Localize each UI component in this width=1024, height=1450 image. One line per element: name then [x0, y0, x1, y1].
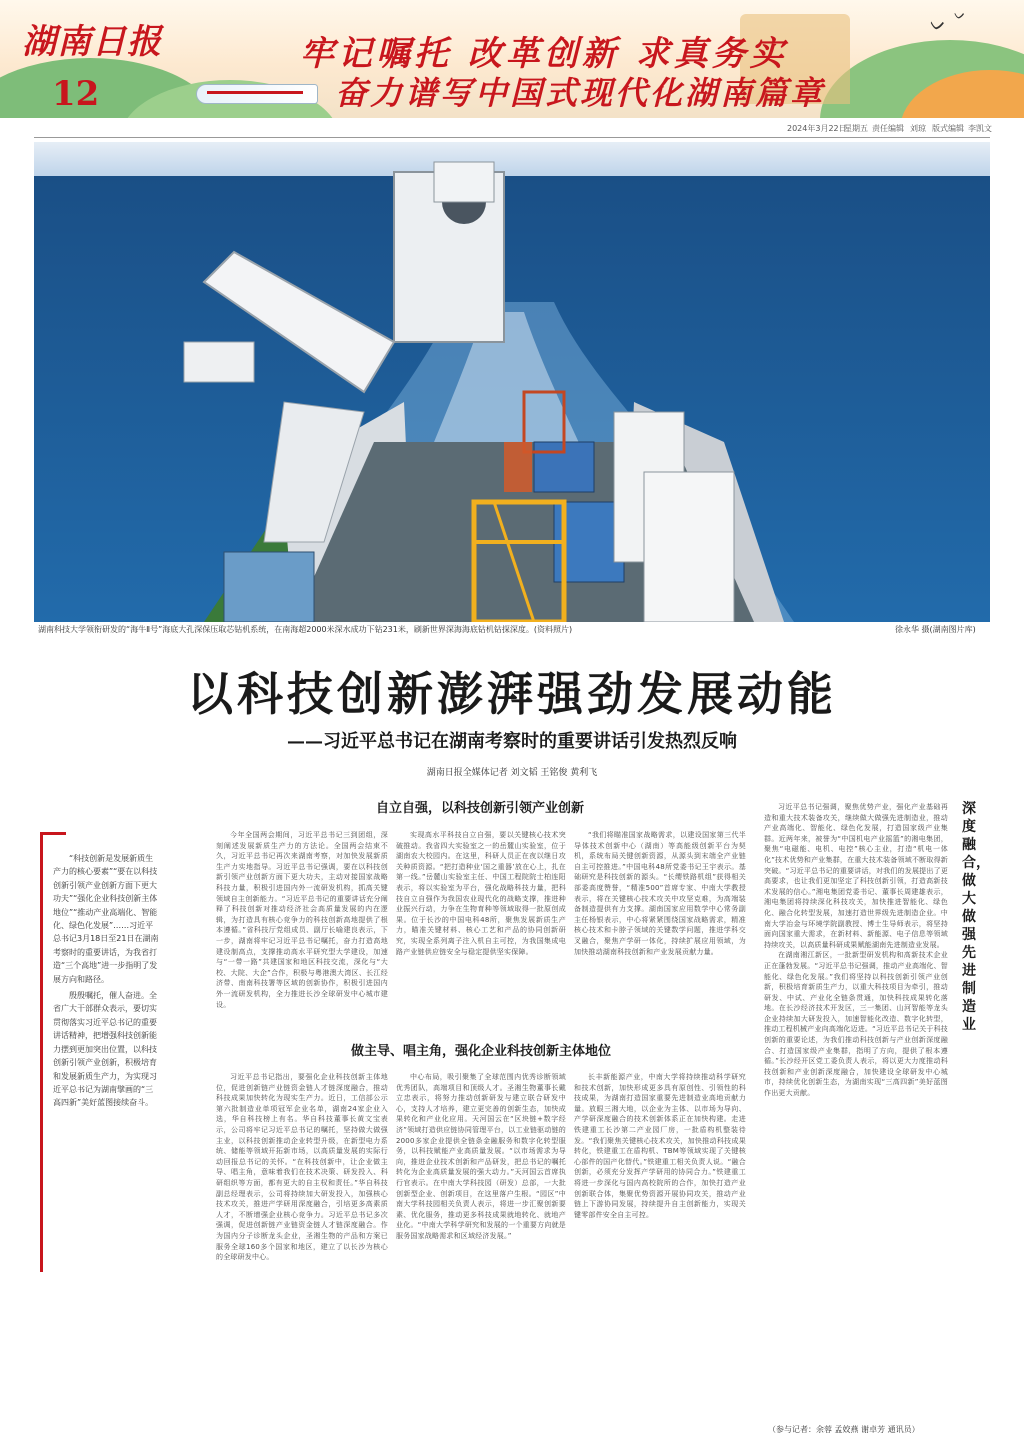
lead-paragraph-box — [40, 832, 161, 1272]
section-heading-1: 自立自强，以科技创新引领产业创新 — [375, 801, 584, 816]
body-paragraph: 实现高水平科技自立自强，要以关键核心技术突破推动。我省四大实验室之一的岳麓山实验室，位于湖南农大校园内。在这里，科研人员正在夜以继日攻关种质资源。“把打造种业‘国之重器’放在心上，扎在第一线。”岳麓山实验室主任、中国工程院院士柏连阳表示，将以实验室为平台，强化战略科技力量，把科技自立自强作为我国农业现代化的战略支撑，推进种业振兴行动，力争在生物育种等领域取得一批原创成果。位于长沙的中国电科48所，聚焦发展新质生产力，瞄准关键材料、核心工艺和产品的协同创新研究，实现全系列离子注入机自主可控，为我国集成电路产业链供应链安全与稳定提供坚实保障。 — [396, 831, 566, 956]
editor-label: 责任编辑 — [872, 124, 904, 133]
photo-credit: 徐永华 摄(湖南图片库) — [895, 625, 976, 634]
newspaper-logo: 湖南日报 — [22, 22, 162, 62]
text-column — [574, 830, 746, 1030]
train-icon — [196, 84, 318, 104]
article-byline: 湖南日报全媒体记者 刘文韬 王铭俊 黄利飞 — [426, 768, 598, 778]
page-number: 12 — [52, 74, 100, 114]
editor-name: 刘琼 — [910, 124, 926, 133]
issue-date: 2024年3月22日 — [787, 124, 847, 133]
bird-icon: ᨆ — [954, 8, 966, 23]
text-column — [764, 802, 948, 1416]
article-headline: 以科技创新澎湃强劲发展动能 — [187, 667, 837, 721]
bird-icon: ᨆ — [930, 14, 947, 35]
text-column — [396, 830, 566, 1030]
body-paragraph: “我们将瞄准国家战略需求，以建设国家第三代半导体技术创新中心（湖南）等高能级创新平台为契机，系统布局关键创新资源，从源头到末端全产业链自主可控推进。”中国电科48所党委书记王宇表示。基础研究是科技创新的源头。“长缨铁路机组”获得相关部委高度赞誉，“精准500”首席专家、中南大学教授表示，将在关键核心技术攻关中攻坚克难，为高端装备制造提供有力支撑。湖南国家应用数学中心常务副主任杨银表示，中心将紧紧围绕国家战略需求，精准核心技术和卡脖子领域的关键数学问题，推进学科交叉融合，聚焦产学研一体化，持续扩展应用领域，为加快推动湖南科技创新和产业发展贡献力量。 — [574, 831, 746, 956]
layout-editor-name: 李凯文 — [968, 124, 992, 133]
accent-bar — [40, 832, 66, 835]
ship-deck-illustration — [34, 142, 990, 622]
body-paragraph: 习近平总书记强调，聚焦优势产业，强化产业基础再造和重大技术装备攻关，继续做大做强先进制造业，推动产业高端化、智能化、绿色化发展，打造国家级产业集群。近两年来，被誉为“中国机电产业摇篮”的湘电集团，聚焦“电磁能、电机、电控”核心主业，打造“机电一体化”技术优势和产业集群，在重大技术装备领域不断取得新突破。“习近平总书记的重要讲话，对我们的发展提出了更高要求，也让我们更加坚定了科技创新引领，打造高新技术发展的信心。”湘电集团党委书记、董事长周建雄表示，湘电集团将持续深化科技攻关，加快推进智能化、绿色化、融合化转型发展，加速打造世界级先进制造企业。中南大学冶金与环境学院副教授、博士生导师表示，将坚持面向国家重大需求，在新材料、新能源、电子信息等领域持续攻关，以高质量科研成果赋能湖南先进制造业发展。 — [764, 803, 948, 949]
layout-editor-label: 版式编辑 — [932, 124, 964, 133]
body-paragraph: 习近平总书记指出，要强化企业科技创新主体地位，促进创新链产业链资金链人才链深度融合，推动科技成果加快转化为现实生产力。近日，工信部公示第六批制造业单项冠军企业名单，湖南24家企业入选，华自科技榜上有名。华自科技董事长黄文宝表示，公司将牢记习近平总书记的嘱托，坚持做大做强主业，以科技创新推动企业转型升级，在新型电力系统、储能等领域开拓新市场，以高质量发展的实际行动回报总书记的关怀。“在科技创新中，让企业做主导、唱主角，意味着我们在技术决策、研发投入、科研组织等方面，都有更大的自主权和责任。”华自科技副总经理表示，公司将持续加大研发投入，加强核心技术攻关，推进产学研用深度融合，引培更多高素质人才，不断增强企业核心竞争力。习近平总书记多次强调，促进创新链产业链资金链人才链深度融合。作为国内分子诊断龙头企业，圣湘生物的产品和方案已服务全球160多个国家和地区，建立了以长沙为核心的全球研发中心。 — [216, 1073, 388, 1262]
body-paragraph: 中心布局，吸引聚集了全球范围内优秀诊断领域优秀团队，高端项目和顶级人才。圣湘生物董事长戴立忠表示，将努力推动创新研发与建立联合研发中心，支持人才培养，建立更完善的创新生态，加快成果转化和产业化应用。天河国云在“区块链+数字经济”领域打造供应链协同管理平台，以工业链驱动链的2000多家企业提供全链条金融服务和数字化转型服务，以科技赋能产业高质量发展。“以市场需求为导向，推进企业技术创新和产品研发，把总书记的嘱托转化为企业高质量发展的强大动力。”天河国云首席执行官表示。在中南大学科技园（研发）总部，一大批创新型企业、创新项目，在这里落户生根。“园区”中南大学科技园相关负责人表示，将进一步汇聚创新要素、优化服务，推动更多科技成果就地转化、就地产业化。“中南大学科学研究和发展的一个重要方向就是服务国家战略需求和区域经济发展。” — [396, 1073, 566, 1240]
text-column — [396, 1072, 566, 1422]
article-subheadline: ——习近平总书记在湖南考察时的重要讲话引发热烈反响 — [287, 731, 737, 752]
slogan-line-2: 奋力谱写中国式现代化湖南篇章 — [335, 74, 826, 112]
body-paragraph: 长丰新能源产业，中南大学将持续推动科学研究和技术创新，加快形成更多具有原创性、引领性的科技成果，为湖南打造国家重要先进制造业高地贡献力量。放眼三湘大地，以企业为主体、以市场为导向、产学研深度融合的技术创新体系正在加快构建。走进铁建重工长沙第二产业园厂房，一批盾构机整装待发。“我们聚焦关键核心技术攻关，加快推动科技成果转化，铁建重工在盾构机、TBM等领域实现了关键核心部件的国产化替代。”铁建重工相关负责人说。“融合创新，必须充分发挥产学研用的协同合力。”铁建重工将进一步深化与国内高校院所的合作，加快打造产业创新联合体，集聚优势资源开展协同攻关，推动产业链上下游协同发展，持续提升自主创新能力，实现关键零部件安全自主可控。 — [574, 1073, 746, 1219]
masthead — [0, 0, 1024, 118]
photo-caption: 湖南科技大学领衔研发的“海牛Ⅱ号”海底大孔深保压取芯钻机系统，在南海超2000米深水成功下钻231米，刷新世界深海海底钻机钻探深度。(资料照片) — [38, 625, 573, 634]
body-paragraph: 在湖南湘江新区，一批新型研发机构和高新技术企业正在蓬勃发展。“习近平总书记强调，推动产业高端化、智能化、绿色化发展。”我们将坚持以科技创新引领产业创新，积极培育新质生产力，以重大科技项目为牵引，推动研发、中试、产业化全链条贯通，加快科技成果转化落地。在长沙经济技术开发区，三一集团、山河智能等龙头企业持续加大研发投入，加速智能化改造、数字化转型，推动工程机械产业向高端化迈进。“习近平总书记关于科技创新的重要论述，为我们推动科技创新与产业创新深度融合、打造国家级产业集群，指明了方向，提供了根本遵循。”长沙经开区党工委负责人表示，将以更大力度推动科技创新和产业创新深度融合，加快建设全球研发中心城市，持续优化创新生态，为湖南实现“三高四新”美好蓝图作出更大贡献。 — [764, 951, 948, 1098]
dateline — [0, 121, 1024, 137]
lead-photo — [34, 142, 990, 622]
body-paragraph: 今年全国两会期间，习近平总书记三到团组，深刻阐述发展新质生产力的方法论。全国两会结束不久，习近平总书记再次来湖南考察，对加快发展新质生产力实地指导。习近平总书记强调，要在以科技创新引领产业创新方面下更大功夫，主动对接国家战略科技力量，积极引进国内外一流研发机构，抓高关键领域自主创新能力。“习近平总书记的重要讲话充分阐释了科技创新对推动经济社会高质量发展的内在逻辑，为打造具有核心竞争力的科技创新高地提供了根本遵循。”省科技厅党组成员、副厅长喻建良表示，下一步，湖南将牢记习近平总书记嘱托，奋力打造高地建设制高点，支撑推动高水平研究型大学建设，加速与“一带一路”共建国家和地区科技交流，深化与“大校、大院、大企”合作，积极与粤港澳大湾区、长江经济带、南南科技署等区域的创新协作，积极引进国内外一流研发机构，全力推进长沙全球研发中心城市建设。 — [216, 831, 388, 1009]
divider — [34, 137, 990, 138]
text-column — [216, 830, 388, 1030]
text-column — [216, 1072, 388, 1422]
contributing-reporters: （参与记者：余蓉 孟姣燕 谢卓芳 通讯员） — [768, 1425, 920, 1434]
lead-paragraph: 殷殷嘱托，催人奋进。全省广大干部群众表示，要切实贯彻落实习近平总书记的重要讲话精神，把增强科技创新能力摆到更加突出位置，以科技创新引领产业创新，积极培育和发展新质生产力，为实现习近平总书记为湖南擘画的“三高四新”美好蓝图接续奋斗。 — [53, 991, 157, 1108]
lead-paragraph: “科技创新是发展新质生产力的核心要素”“要在以科技创新引领产业创新方面下更大功夫”“强化企业科技创新主体地位”“推动产业高端化、智能化、绿色化发展”……习近平总书记3月18日至21日在湖南考察时的重要讲话，为我省打造“三个高地”进一步指明了发展方向和路径。 — [53, 854, 159, 984]
slogan-line-1: 牢记嘱托 改革创新 求真务实 — [300, 34, 788, 74]
issue-weekday: 星期五 — [844, 124, 868, 133]
text-column — [574, 1072, 746, 1422]
section-heading-2: 做主导、唱主角，强化企业科技创新主体地位 — [350, 1044, 611, 1059]
side-heading: 深度融合，做大做强先进制造业 — [962, 801, 990, 1033]
